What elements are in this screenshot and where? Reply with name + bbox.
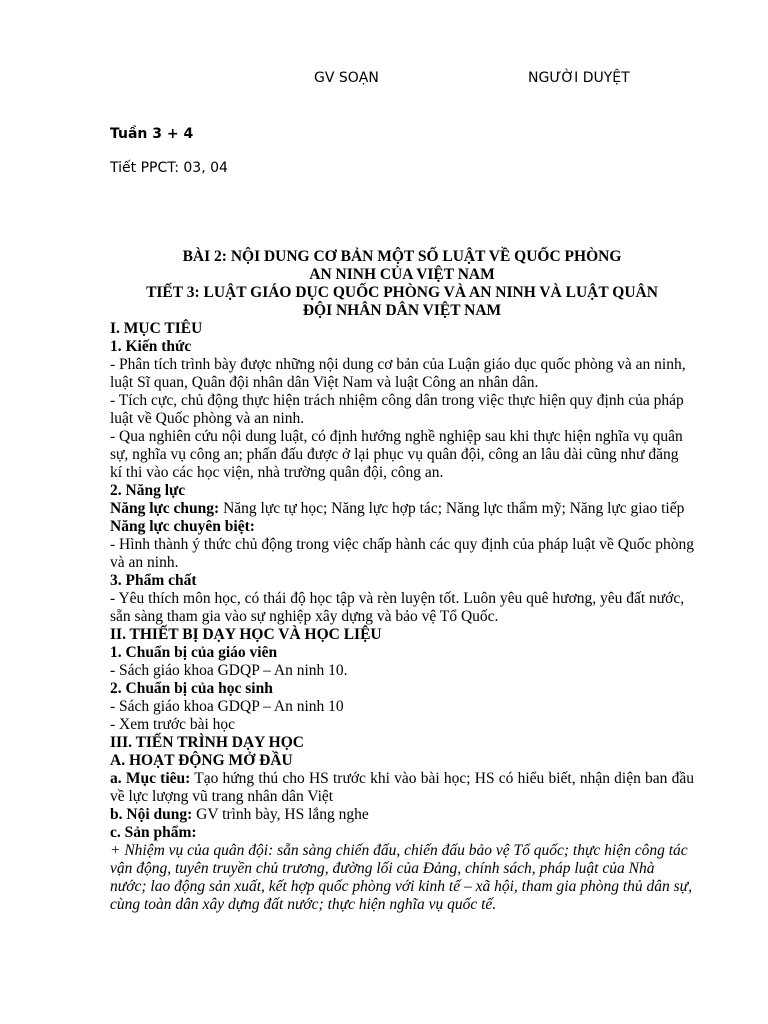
teacher-prep-item: - Sách giáo khoa GDQP – An ninh 10.	[110, 662, 348, 679]
specific-competence-text: - Hình thành ý thức chủ động trong việc chấp hành các quy định của pháp luật về Quốc phòng và an ninh.	[110, 536, 694, 571]
activity-heading: A. HOẠT ĐỘNG MỞ ĐẦU	[110, 752, 293, 769]
general-competence-label: Năng lực chung:	[110, 500, 220, 517]
quality-heading: 3. Phẩm chất	[110, 572, 197, 589]
general-competence-text: Năng lực tự học; Năng lực hợp tác; Năng lực thẩm mỹ; Năng lực giao tiếp	[219, 500, 685, 517]
period-label: Tiết PPCT: 03, 04	[110, 160, 228, 176]
title-line-1: BÀI 2: NỘI DUNG CƠ BẢN MỘT SỐ LUẬT VỀ QUỐC PHÒNG	[182, 248, 622, 265]
student-prep-item-1: - Sách giáo khoa GDQP – An ninh 10	[110, 698, 344, 715]
title-line-2: AN NINH CỦA VIỆT NAM	[309, 266, 495, 283]
goal-text: Tạo hứng thú cho HS trước khi vào bài học; HS có hiểu biết, nhận diện ban đầu về lực lượng vũ trang nhân dân Việt	[110, 770, 694, 805]
knowledge-heading: 1. Kiến thức	[110, 338, 192, 355]
product-text: + Nhiệm vụ của quân đội: sẵn sàng chiến đấu, chiến đấu bảo vệ Tổ quốc; thực hiện công tác vận động, tuyên truyền chủ trương, đường lối của Đảng, chính sách, pháp luật của Nhà nước; lao động sản xuất, kết hợp quốc phòng với kinh tế – xã hội, tham gia phòng thủ dân sự, cùng toàn dân xây dựng đất nước; thực hiện nghĩa vụ quốc tế.	[110, 842, 692, 913]
student-prep-heading: 2. Chuẩn bị của học sinh	[110, 680, 273, 697]
knowledge-paragraph-1: - Phân tích trình bày được những nội dung cơ bản của Luận giáo dục quốc phòng và an ninh, luật Sĩ quan, Quân đội nhân dân Việt Nam và luật Công an nhân dân.	[110, 356, 686, 391]
section-2-heading: II. THIẾT BỊ DẠY HỌC VÀ HỌC LIỆU	[110, 626, 382, 643]
section-1-heading: I. MỤC TIÊU	[110, 320, 203, 337]
content-text: GV trình bày, HS lắng nghe	[192, 806, 369, 823]
general-competence	[110, 500, 694, 518]
content-label: b. Nội dung:	[110, 806, 193, 823]
week-label: Tuần 3 + 4	[110, 126, 194, 142]
goal-label: a. Mục tiêu:	[110, 770, 191, 787]
specific-competence-label: Năng lực chuyên biệt:	[110, 518, 255, 535]
student-prep-item-2: - Xem trước bài học	[110, 716, 236, 733]
knowledge-paragraph-2: - Tích cực, chủ động thực hiện trách nhiệm công dân trong việc thực hiện quy định của pháp luật về Quốc phòng và an ninh.	[110, 392, 684, 427]
lesson-content	[110, 248, 694, 914]
teacher-prep-heading: 1. Chuẩn bị của giáo viên	[110, 644, 278, 661]
reviewer-label: NGƯỜI DUYỆT	[528, 70, 630, 86]
product-label: c. Sản phẩm:	[110, 824, 197, 841]
title-line-3: TIẾT 3: LUẬT GIÁO DỤC QUỐC PHÒNG VÀ AN NINH VÀ LUẬT QUÂN	[146, 284, 658, 301]
goal	[110, 770, 694, 806]
title-line-4: ĐỘI NHÂN DÂN VIỆT NAM	[302, 302, 502, 319]
section-3-heading: III. TIẾN TRÌNH DẠY HỌC	[110, 734, 304, 751]
content-line	[110, 806, 694, 824]
competence-heading: 2. Năng lực	[110, 482, 186, 499]
knowledge-paragraph-3: - Qua nghiên cứu nội dung luật, có định hướng nghề nghiệp sau khi thực hiện nghĩa vụ quân sự, nghĩa vụ công an; phấn đấu được ở lại phục vụ quân đội, công an lâu dài cũng như đăng kí thi vào các học viện, nhà trường quân đội, công an.	[110, 428, 683, 481]
quality-text: - Yêu thích môn học, có thái độ học tập và rèn luyện tốt. Luôn yêu quê hương, yêu đất nước, sẵn sàng tham gia vào sự nghiệp xây dựng và bảo vệ Tổ Quốc.	[110, 590, 685, 625]
teacher-label: GV SOẠN	[314, 70, 379, 86]
